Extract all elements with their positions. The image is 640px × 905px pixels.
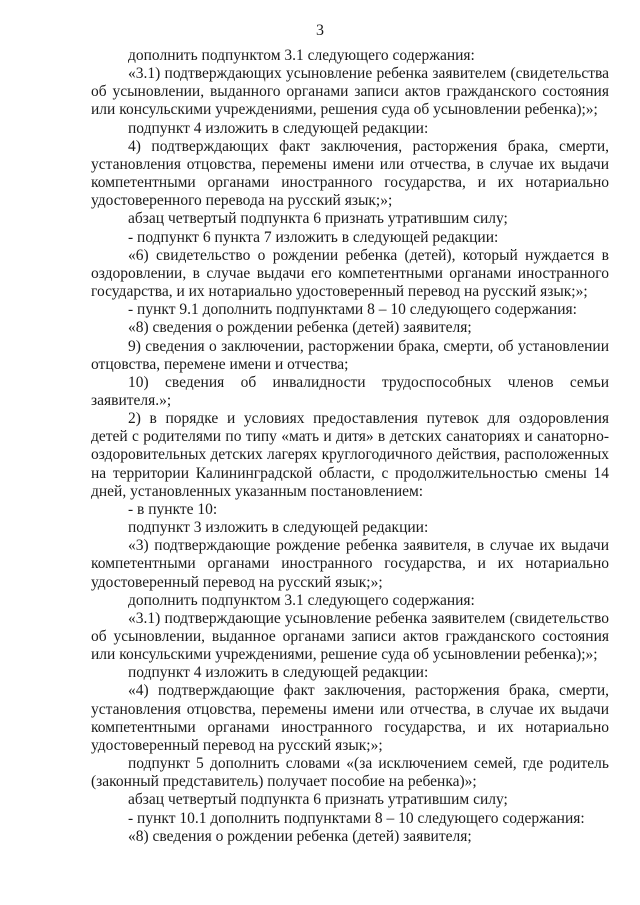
- paragraph: «3.1) подтверждающие усыновление ребенка заявителем (свидетельство об усыновлении, выданное органами записи актов гражданского состояния или консульскими учреждениями, решение суда об усыновлении ребенка);»;: [91, 609, 609, 664]
- paragraph: «6) свидетельство о рождении ребенка (детей), который нуждается в оздоровлении, в случае выдачи его компетентными органами иностранного государства, и их нотариально удостоверенный перевод на русский язык;»;: [91, 246, 609, 301]
- paragraph: подпункт 4 изложить в следующей редакции:: [128, 119, 429, 137]
- paragraph: дополнить подпунктом 3.1 следующего содержания:: [128, 47, 475, 64]
- paragraph: 4) подтверждающих факт заключения, расторжения брака, смерти, установления отцовства, перемены имени или отчества, в случае их выдачи компетентными органами иностранного государства, и их нотариально удостоверенного перевода на русский язык;»;: [91, 137, 609, 210]
- paragraph: абзац четвертый подпункта 6 признать утратившим силу;: [128, 210, 508, 228]
- paragraph: 10) сведения об инвалидности трудоспособных членов семьи заявителя.»;: [91, 373, 609, 409]
- paragraph: подпункт 3 изложить в следующей редакции:: [128, 519, 429, 537]
- paragraph: «8) сведения о рождении ребенка (детей) заявителя;: [128, 319, 472, 337]
- paragraph: 2) в порядке и условиях предоставления путевок для оздоровления детей с родителями по типу «мать и дитя» в детских санаториях и санаторно-оздоровительных детских лагерях круглогодичного действия, расположенных на территории Калининградской области, с продолжительностью смены 14 дней, установленных указанным постановлением:: [91, 410, 609, 500]
- paragraph: абзац четвертый подпункта 6 признать утратившим силу;: [128, 791, 508, 809]
- paragraph: «8) сведения о рождении ребенка (детей) заявителя;: [128, 827, 472, 845]
- paragraph: подпункт 4 изложить в следующей редакции:: [128, 664, 429, 682]
- paragraph: - подпункт 6 пункта 7 изложить в следующей редакции:: [128, 228, 499, 246]
- document-body: [91, 47, 609, 846]
- paragraph: - пункт 9.1 дополнить подпунктами 8 – 10 следующего содержания:: [128, 301, 577, 319]
- paragraph: «4) подтверждающие факт заключения, расторжения брака, смерти, установления отцовства, перемены имени или отчества, в случае их выдачи компетентными органами иностранного государства, и их нотариально удостоверенный перевод на русский язык;»;: [91, 682, 609, 754]
- paragraph: подпункт 5 дополнить словами «(за исключением семей, где родитель (законный представитель) получает пособие на ребенка)»;: [91, 755, 609, 791]
- paragraph: - в пункте 10:: [128, 500, 218, 518]
- page-number: 3: [316, 22, 324, 39]
- paragraph: 9) сведения о заключении, расторжении брака, смерти, об установлении отцовства, перемене имени и отчества;: [91, 337, 609, 373]
- paragraph: «3) подтверждающие рождение ребенка заявителя, в случае их выдачи компетентными органами иностранного государства, и их нотариально удостоверенный перевод на русский язык;»;: [91, 537, 609, 591]
- paragraph: - пункт 10.1 дополнить подпунктами 8 – 10 следующего содержания:: [128, 809, 585, 827]
- paragraph: дополнить подпунктом 3.1 следующего содержания:: [128, 591, 475, 609]
- paragraph: «3.1) подтверждающих усыновление ребенка заявителем (свидетельства об усыновлении, выданного органами записи актов гражданского состояния или консульскими учреждениями, решения суда об усыновлении ребенка);»;: [91, 65, 609, 119]
